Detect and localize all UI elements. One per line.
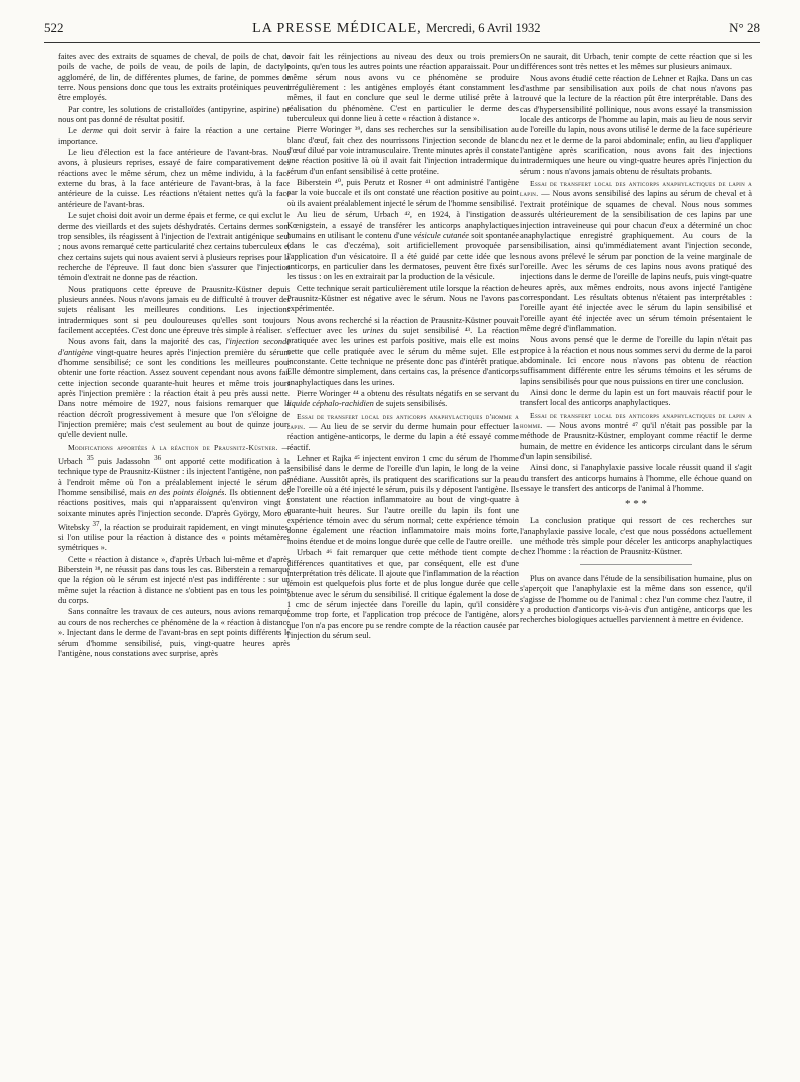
- paragraph: Cette technique serait particulièrement utile lorsque la réaction de Prausnitz-Küstner est négative avec le sérum. Nous ne l'avons pas expérimentée.: [287, 283, 519, 314]
- section-heading: Essai de transfert local des anticorps anaphylactiques d'homme a lapin.: [287, 411, 519, 432]
- page-number: 522: [44, 20, 64, 35]
- paragraph: faites avec des extraits de squames de cheval, de poils de chat, de poils de vache, de poils de veau, de poils de lapin, de dactyle aggloméré, de lin, de différentes plumes, de farine, de pommes de terre. Nous pensions donc que tous les extraits protéiniques peuvent être employés.: [58, 52, 290, 103]
- paragraph: Par contre, les solutions de cristalloïdes (antipyrine, aspirine) ne nous ont pas donné de résultat positif.: [58, 104, 290, 125]
- section-heading: Essai de transfert local des anticorps anaphylactiques de lapin a homme.: [520, 410, 752, 431]
- section-paragraph: Essai de transfert local des anticorps anaphylactiques de lapin a lapin. — Nous avons sensibilisé des lapins au sérum de cheval et à l'extrait protéinique de squames de cheval. Nous nous sommes assurés ultérieurement de la sensibilisation de ces lapins par une injection intraveineuse qui pour chacun d'eux a déterminé un choc anaphylactique enregistré graphiquement. Au cours de la sensibilisation, ainsi qu'immédiatement avant l'injection seconde, nous avons prélevé le sérum par ponction de la veine marginale de l'oreille. Avec les sérums de ces lapins nous avons pratiqué des injections dans le derme de l'oreille de lapins neufs, puis vingt-quatre heures après, aux mêmes endroits, nous avons injecté l'antigène correspondant. Les résultats obtenus n'étaient pas interprétables : l'oreille ayant été injectée avec le sérum du lapin sensibilisé et l'oreille ayant été injectée avec un sérum témoin présentaient le même degré d'inflammation.: [520, 179, 752, 333]
- paragraph: Urbach ⁴⁶ fait remarquer que cette méthode tient compte de différences quantitatives et que, par conséquent, elle est d'une interprétation très délicate. Il ajoute que l'inflammation de la réaction témoin est quelquefois plus forte et de plus longue durée que celle obtenue avec le sérum du sensibilisé. Il critique également la dose de 1 cmc de sérum injectée dans l'oreille du lapin, qu'il considère comme trop forte, et l'application trop précoce de l'antigène, alors que l'on n'a pas encore pu se rendre compte de la réaction causée par l'injection du sérum seul.: [287, 548, 519, 640]
- paragraph: avoir fait les réinjections au niveau des deux ou trois premiers points, qu'en tous les autres points une réaction apparaissait. Pour un même sérum nous avons vu ce phénomène se produire irrégulièrement : les antigènes employés étant constamment les mêmes, il faut en conclure que seul le derme utilisé prête à la réalisation du phénomène. C'est en particulier le derme des tuberculeux qui donne lieu à cette « réaction à distance ».: [287, 52, 519, 124]
- paragraph: Le lieu d'élection est la face antérieure de l'avant-bras. Nous avons, à plusieurs reprises, essayé de faire comparativement des réactions avec le même sérum, chez un même individu, à la face externe du bras, à la face antérieure de l'avant-bras, à la face antérieure de la cuisse. Les réactions n'étaient nettes qu'à la face antérieure de l'avant-bras.: [58, 148, 290, 209]
- section-heading: Essai de transfert local des anticorps anaphylactiques de lapin a lapin.: [520, 179, 752, 199]
- paragraph: Lehner et Rajka ⁴⁵ injectent environ 1 cmc du sérum de l'homme sensibilisé dans le derme de l'oreille d'un lapin, le long de la veine médiane. Aussitôt après, ils pratiquent des scarifications sur la peau de l'oreille où a été injecté le sérum, puis ils y déposent l'antigène. Ils constatent une réaction inflammatoire au bout de vingt-quatre à quarante-huit heures. Sur l'autre oreille du lapin ils font une expérience témoin avec du sérum normal; cette expérience témoin donne également une réaction inflammatoire mais moins forte, moins étendue et de moins longue durée que celle de l'autre oreille.: [287, 454, 519, 546]
- column-1: [58, 52, 290, 660]
- paragraph: Nous avons fait, dans la majorité des cas, l'injection seconde d'antigène vingt-quatre heures après l'injection première du sérum d'homme sensibilisé; ce sont les conditions les meilleures pour obtenir une forte réaction. Assez souvent cependant nous avons fait cette injection seconde quarante-huit heures et même trois jours après l'injection première : la réaction était à peu près aussi nette. Dans notre mémoire de 1927, nous faisions remarquer que la réaction décroît progressivement à mesure que l'on s'éloigne de l'injection première; mais c'est seulement au bout de quinze jours qu'elle devient nulle.: [58, 337, 290, 440]
- paragraph: Sans connaître les travaux de ces auteurs, nous avions remarqué au cours de nos recherches ce phénomène de la « réaction à distance ». Injectant dans le derme de l'avant-bras en sept points différents le sérum d'homme sensibilisé, puis, vingt-quatre heures après l'antigène, nous constations avec surprise, après: [58, 607, 290, 658]
- paragraph: Nous pratiquons cette épreuve de Prausnitz-Küstner depuis plusieurs années. Nous n'avons jamais eu de difficulté à trouver des sujets réalisant les meilleures conditions. Les injections intradermiques sont si peu douloureuses qu'elles sont toujours facilement acceptées. C'est donc une épreuve très simple à réaliser.: [58, 284, 290, 335]
- column-3: [520, 52, 752, 627]
- journal-name: LA PRESSE MÉDICALE,: [252, 21, 422, 36]
- paragraph: Biberstein ⁴⁰, puis Perutz et Rosner ⁴¹ ont administré l'antigène par la voie buccale et ils ont constaté une réaction positive au point où ils avaient préalablement injecté le sérum de l'homme sensibilisé.: [287, 178, 519, 208]
- paragraph: La conclusion pratique qui ressort de ces recherches sur l'anaphylaxie passive locale, c'est que nous possédons actuellement une méthode très simple pour déceler les anticorps anaphylactiques chez l'homme : la réaction de Prausnitz-Küstner.: [520, 516, 752, 557]
- paragraph: Nous avons étudié cette réaction de Lehner et Rajka. Dans un cas d'asthme par sensibilisation aux poils de chat nous n'avons pas trouvé que la lecture de la réaction pût être interprétable. Dans des cas d'hypersensibilité pollinique, nous avons essayé la transmission locale des anticorps de l'homme au lapin, mais au lieu de nous servir de l'oreille du lapin, nous avons utilisé le derme de la face supérieure du nez et le derme de la paroi abdominale; enfin, au lieu d'appliquer l'antigène après scarification, nous avons fait des injections intradermiques une heure ou vingt-quatre heures après l'injection du sérum : nous n'avons jamais obtenu de résultats probants.: [520, 73, 752, 176]
- paragraph: Ainsi donc le derme du lapin est un fort mauvais réactif pour le transfert local des anticorps anaphylactiques.: [520, 388, 752, 408]
- column-2: [287, 52, 519, 642]
- paragraph: Le sujet choisi doit avoir un derme épais et ferme, ce qui exclut le derme des vieillards et des sujets déshydratés. Certains dermes sont trop sensibles, ils réagissent à l'injection de l'extrait antigénique seul ; nous avons remarqué cette particularité chez certains tuberculeux et chez certains sujets qui nous avaient servi à plusieurs reprises pour la recherche de l'épreuve. Il faut donc bien s'assurer que l'injection témoin d'extrait ne donne pas de réaction.: [58, 211, 290, 283]
- paragraph: Plus on avance dans l'étude de la sensibilisation humaine, plus on s'aperçoit que l'anaphylaxie est la même dans son essence, qu'il s'agisse de l'homme ou de l'animal : chez l'un comme chez l'autre, il y a production d'anticorps vis-à-vis d'un antigène, anticorps que les recherches biologiques actuelles parviennent à mettre en évidence.: [520, 573, 752, 625]
- issue-number: N° 28: [729, 20, 760, 35]
- paragraph: Pierre Woringer ⁴⁴ a obtenu des résultats négatifs en se servant du liquide céphalo-rachidien de sujets sensibilisés.: [287, 389, 519, 409]
- paragraph: Ainsi donc, si l'anaphylaxie passive locale réussit quand il s'agit du transfert des anticorps humains à l'homme, elle échoue quand on essaye le transfert des anticorps de l'animal à l'homme.: [520, 463, 752, 494]
- paragraph: Le derme qui doit servir à faire la réaction a une certaine importance.: [58, 126, 290, 146]
- page-header: [44, 20, 760, 43]
- paragraph: On ne saurait, dit Urbach, tenir compte de cette réaction que si les différences sont très nettes et les mêmes sur plusieurs animaux.: [520, 52, 752, 72]
- issue-date: Mercredi, 6 Avril 1932: [426, 21, 541, 35]
- paragraph: Pierre Woringer ³⁹, dans ses recherches sur la sensibilisation au blanc d'œuf, fait chez des nourrissons l'injection seconde de blanc d'œuf dilué par voie intramusculaire. Trente minutes après il constate une réaction positive là où il avait fait l'injection intradermique du sérum d'un enfant sensibilisé à cette protéine.: [287, 125, 519, 176]
- paragraph: Nous avons pensé que le derme de l'oreille du lapin n'était pas propice à la réaction et nous nous sommes servi du derme de la paroi abdominale. Ici encore nous n'avons pas obtenu de réaction suffisamment différente entre les sérums témoins et les sérums de lapins sensibilisés pour que nous puissions en tirer une conclusion.: [520, 335, 752, 386]
- running-title: [252, 21, 540, 37]
- section-paragraph: Essai de transfert local des anticorps anaphylactiques d'homme a lapin. — Au lieu de se servir du derme humain pour effectuer la réaction antigène-anticorps, le derme du lapin a été essayé comme réactif.: [287, 411, 519, 452]
- paragraph: Nous avons recherché si la réaction de Prausnitz-Küstner pouvait s'effectuer avec les urines du sujet sensibilisé ⁴³. La réaction pratiquée avec les urines est parfois positive, mais elle est moins nette que celle pratiquée avec le sérum du même sujet. Elle est inconstante. Cette technique ne présente donc pas d'intérêt pratique. Elle démontre simplement, dans certains cas, la présence d'anticorps anaphylactiques dans les urines.: [287, 315, 519, 387]
- divider-rule: [580, 564, 692, 566]
- section-paragraph: Essai de transfert local des anticorps anaphylactiques de lapin a homme. — Nous avons montré ⁴⁷ qu'il n'était pas possible par la méthode de Prausnitz-Küstner, employant comme réactif le derme humain, de mettre en évidence les anticorps circulant dans le sérum d'un lapin sensibilisé.: [520, 410, 752, 462]
- paragraph: Au lieu de sérum, Urbach ⁴², en 1924, à l'instigation de Kœnigstein, a essayé de transférer les anticorps anaphylactiques humains en utilisant le contenu d'une vésicule cutanée soit spontanée (dans le cas d'eczéma), soit artificiellement provoquée par l'application d'un vésicatoire. Il a été guidé par cette idée que les anticorps, en particulier dans les dermatoses, peuvent être fixés sur les tissus : on les en extrairait par la production de la vésicule.: [287, 210, 519, 282]
- paragraph: Cette « réaction à distance », d'après Urbach lui-même et d'après Biberstein ³⁸, ne réussit pas dans tous les cas. Biberstein a remarqué que la région où le sérum est injecté n'est pas indifférente : sur un même sujet la réaction à distance ne s'obtient pas en tous les points du corps.: [58, 554, 290, 606]
- section-separator-stars: * * *: [625, 498, 647, 511]
- section-paragraph: Modifications apportées à la réaction de Prausnitz-Küstner. — Urbach $^{35}$ puis Jadassohn $^{36}$ ont apporté cette modification à la technique type de Prausnitz-Küstner : ils injectent l'antigène, non pas à l'endroit même où l'on a préalablement injecté le sérum de l'homme sensibilisé, mais en des points éloignés. Ils obtiennent des réactions positives, mais qui n'apparaissent qu'environ vingt à soixante minutes après l'injection seconde. D'après György, Moro et Witebsky $^{37}$, la réaction se produirait rapidement, en vingt minutes, si l'on utilise pour la réaction à distance des « points métamères symétriques ».: [58, 442, 290, 553]
- section-heading: Modifications apportées à la réaction de Prausnitz-Küstner.: [68, 442, 278, 452]
